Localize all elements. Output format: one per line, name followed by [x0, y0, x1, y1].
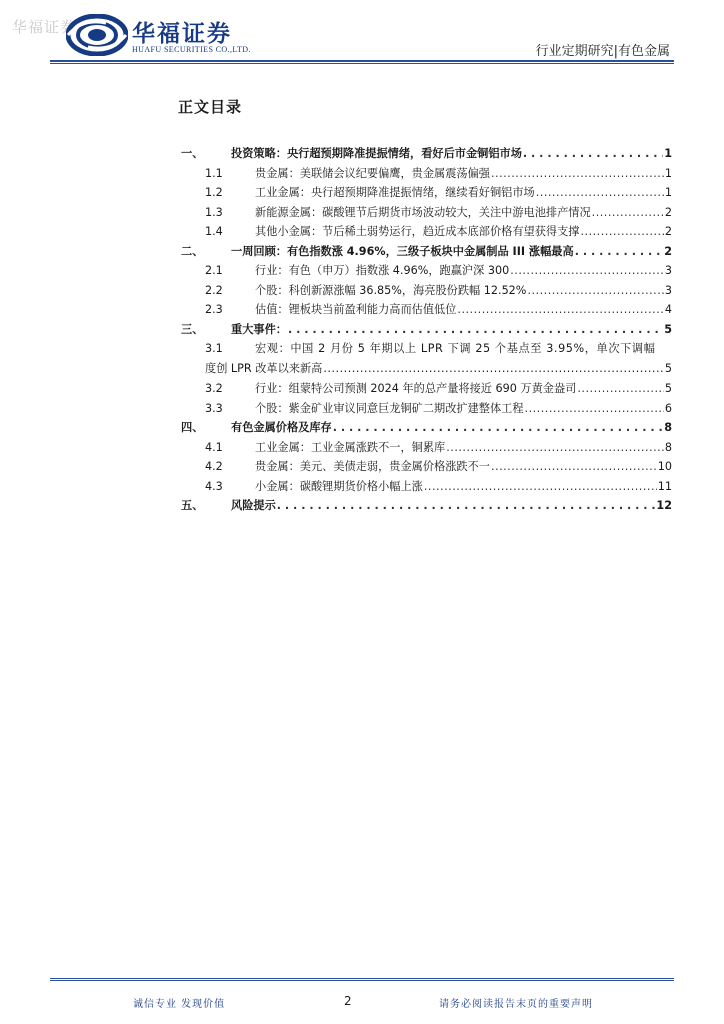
- toc-entry[interactable]: [178, 477, 672, 497]
- toc-entry[interactable]: [178, 183, 672, 203]
- toc-entry[interactable]: [178, 144, 672, 164]
- toc-text-continued: 度创 LPR 改革以来新高: [205, 361, 323, 375]
- toc-page: 2: [664, 225, 672, 238]
- toc-text: 投资策略：央行超预期降准提振情绪，看好后市金铜铝市场: [231, 147, 522, 160]
- toc-page: 10: [657, 460, 672, 473]
- toc-entry[interactable]: [178, 242, 672, 262]
- toc-page: 3: [664, 264, 672, 277]
- header-divider-thin: [50, 63, 674, 64]
- toc-number: 4.3: [205, 479, 223, 493]
- toc-number: 一、: [181, 147, 204, 160]
- toc-text: 贵金属：美元、美债走弱，贵金属价格涨跌不一: [255, 460, 490, 473]
- footer-divider-thin: [50, 980, 674, 981]
- toc-text: 工业金属：央行超预期降准提振情绪，继续看好铜铝市场: [255, 186, 535, 199]
- toc-number: 2.2: [205, 283, 223, 297]
- toc-page: 6: [664, 401, 672, 415]
- table-of-contents: [178, 144, 672, 516]
- toc-number: 1.4: [205, 225, 223, 238]
- toc-number: 3.1: [205, 342, 223, 355]
- toc-text: 个股：紫金矿业审议同意巨龙铜矿二期改扩建整体工程: [255, 401, 524, 415]
- toc-number: 1.3: [205, 205, 223, 219]
- toc-entry[interactable]: [178, 164, 672, 184]
- toc-page: 8: [664, 440, 672, 454]
- footer-slogan: 诚信专业 发现价值: [133, 999, 226, 1010]
- toc-text: 宏观：中国 2 月份 5 年期以上 LPR 下调 25 个基点至 3.95%，单次下调幅: [255, 342, 656, 355]
- toc-number: 3.2: [205, 382, 223, 395]
- toc-page: 4: [664, 303, 672, 316]
- toc-page: 8: [664, 421, 672, 434]
- toc-text: 工业金属：工业金属涨跌不一，铜累库: [255, 440, 446, 454]
- toc-entry[interactable]: [178, 281, 672, 301]
- toc-text: 行业：有色（申万）指数涨 4.96%，跑赢沪深 300: [255, 264, 510, 277]
- toc-entry[interactable]: [178, 300, 672, 320]
- toc-text: 贵金属：美联储会议纪要偏鹰，贵金属震荡偏强: [255, 166, 490, 180]
- toc-number: 五、: [181, 499, 204, 512]
- toc-number: 三、: [181, 322, 204, 336]
- toc-number: 4.2: [205, 460, 223, 473]
- toc-entry[interactable]: [178, 339, 672, 379]
- huafu-swirl-logo-icon: [66, 14, 128, 56]
- toc-entry[interactable]: [178, 399, 672, 419]
- toc-text: 其他小金属：节后稀土弱势运行，趋近成本底部价格有望获得支撑: [255, 225, 580, 238]
- toc-text: 小金属：碳酸锂期货价格小幅上涨: [255, 479, 423, 493]
- toc-entry[interactable]: [178, 457, 672, 477]
- company-logo: [66, 12, 266, 60]
- toc-text: 一周回顾：有色指数涨 4.96%，三级子板块中金属制品 III 涨幅最高: [231, 244, 574, 258]
- toc-entry[interactable]: [178, 418, 672, 438]
- toc-page: 5: [664, 382, 672, 395]
- toc-text: 估值：锂板块当前盈利能力高而估值低位: [255, 303, 457, 316]
- toc-number: 2.1: [205, 264, 223, 277]
- toc-text: 风险提示: [231, 499, 276, 512]
- toc-text: 新能源金属：碳酸锂节后期货市场波动较大，关注中游电池排产情况: [255, 205, 591, 219]
- toc-number: 2.3: [205, 303, 223, 316]
- toc-entry[interactable]: [178, 222, 672, 242]
- toc-page: 2: [664, 244, 672, 258]
- toc-page: 11: [657, 479, 672, 493]
- toc-title: 正文目录: [178, 98, 243, 116]
- page-number: 2: [344, 994, 352, 1008]
- toc-entry[interactable]: [178, 379, 672, 399]
- toc-page: 2: [664, 205, 672, 219]
- toc-entry[interactable]: [178, 496, 672, 516]
- logo-name-en: HUAFU SECURITIES CO.,LTD.: [132, 45, 251, 54]
- toc-number: 4.1: [205, 440, 223, 454]
- watermark-text: 华福证券: [12, 18, 77, 36]
- toc-page: 5: [664, 361, 672, 375]
- toc-page: 1: [664, 147, 672, 160]
- toc-text: 有色金属价格及库存: [231, 421, 332, 434]
- footer-disclaimer: 请务必阅读报告末页的重要声明: [439, 999, 593, 1010]
- logo-name-cn: 华福证券: [132, 20, 232, 47]
- toc-number: 1.2: [205, 186, 223, 199]
- toc-page: 1: [664, 166, 672, 180]
- footer-divider: [50, 978, 674, 979]
- toc-page: 3: [664, 283, 672, 297]
- toc-entry[interactable]: [178, 320, 672, 340]
- toc-page: 5: [664, 322, 672, 336]
- toc-text: 个股：科创新源涨幅 36.85%，海亮股份跌幅 12.52%: [255, 283, 527, 297]
- report-category: 行业定期研究|有色金属: [535, 44, 670, 59]
- toc-page: 1: [664, 186, 672, 199]
- toc-text: 行业：组蒙特公司预测 2024 年的总产量将接近 690 万黄金盎司: [255, 382, 577, 395]
- toc-number: 1.1: [205, 166, 223, 180]
- toc-entry[interactable]: [178, 203, 672, 223]
- toc-number: 四、: [181, 421, 204, 434]
- toc-page: 12: [656, 499, 672, 512]
- toc-entry[interactable]: [178, 438, 672, 458]
- toc-text: 重大事件：: [231, 322, 287, 336]
- header-divider: [50, 60, 674, 62]
- toc-number: 3.3: [205, 401, 223, 415]
- toc-entry[interactable]: [178, 261, 672, 281]
- toc-number: 二、: [181, 244, 204, 258]
